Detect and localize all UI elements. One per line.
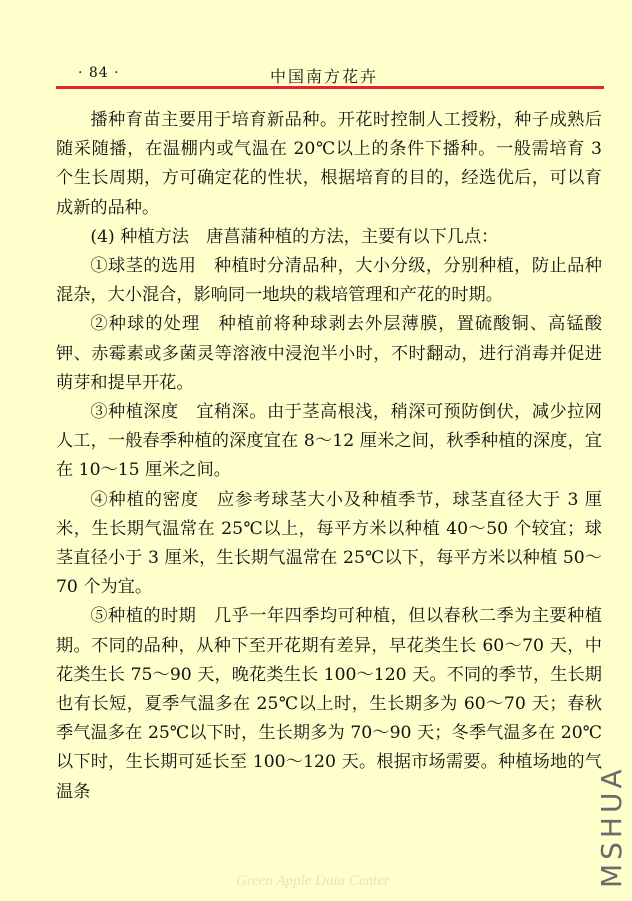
page-header bbox=[56, 62, 604, 86]
header-rule bbox=[56, 86, 604, 89]
paragraph: (4) 种植方法 唐菖蒲种植的方法，主要有以下几点： bbox=[90, 226, 499, 247]
side-watermark: MSHUA bbox=[595, 765, 628, 888]
body-text bbox=[56, 106, 602, 807]
paragraph: ③种植深度 宜稍深。由于茎高根浅，稍深可预防倒伏，减少拉网人工，一般春季种植的深度宜在 8～12 厘米之间，秋季种植的深度，宜在 10～15 厘米之间。 bbox=[56, 402, 602, 481]
running-title: 中国南方花卉 bbox=[270, 67, 379, 86]
paragraph: ④种植的密度 应参考球茎大小及种植季节，球茎直径大于 3 厘米，生长期气温常在 25℃以上，每平方米以种植 40～50 个较宜；球茎直径小于 3 厘米，生长期气温常在 25℃以下，每平方米以种植 50～70 个为宜。 bbox=[56, 489, 602, 598]
paragraph: 播种育苗主要用于培育新品种。开花时控制人工授粉，种子成熟后随采随播，在温棚内或气温在 20℃以上的条件下播种。一般需培育 3 个生长周期，方可确定花的性状，根据培育的目的，经选优后，可以育成新的品种。 bbox=[56, 110, 602, 218]
page-number: · 84 · bbox=[78, 65, 120, 81]
bottom-watermark: Green Apple Data Center bbox=[236, 873, 390, 889]
paragraph: ②种球的处理 种植前将种球剥去外层薄膜，置硫酸铜、高锰酸钾、赤霉素或多菌灵等溶液中浸泡半小时，不时翻动，进行消毒并促进萌芽和提早开花。 bbox=[56, 314, 602, 393]
paragraph: ①球茎的选用 种植时分清品种，大小分级，分别种植，防止品种混杂，大小混合，影响同一地块的栽培管理和产花的时期。 bbox=[56, 256, 602, 306]
paragraph: ⑤种植的时期 几乎一年四季均可种植，但以春秋二季为主要种植期。不同的品种，从种下至开花期有差异，早花类生长 60～70 天，中花类生长 75～90 天，晚花类生长 100～120 天。不同的季节，生长期也有长短，夏季气温多在 25℃以上时，生长期多为 60～70 天；春秋季气温多在 25℃以下时，生长期多为 70～90 天；冬季气温多在 20℃以下时，生长期可延长至 100～120 天。根据市场需要。种植场地的气温条 bbox=[56, 606, 602, 802]
